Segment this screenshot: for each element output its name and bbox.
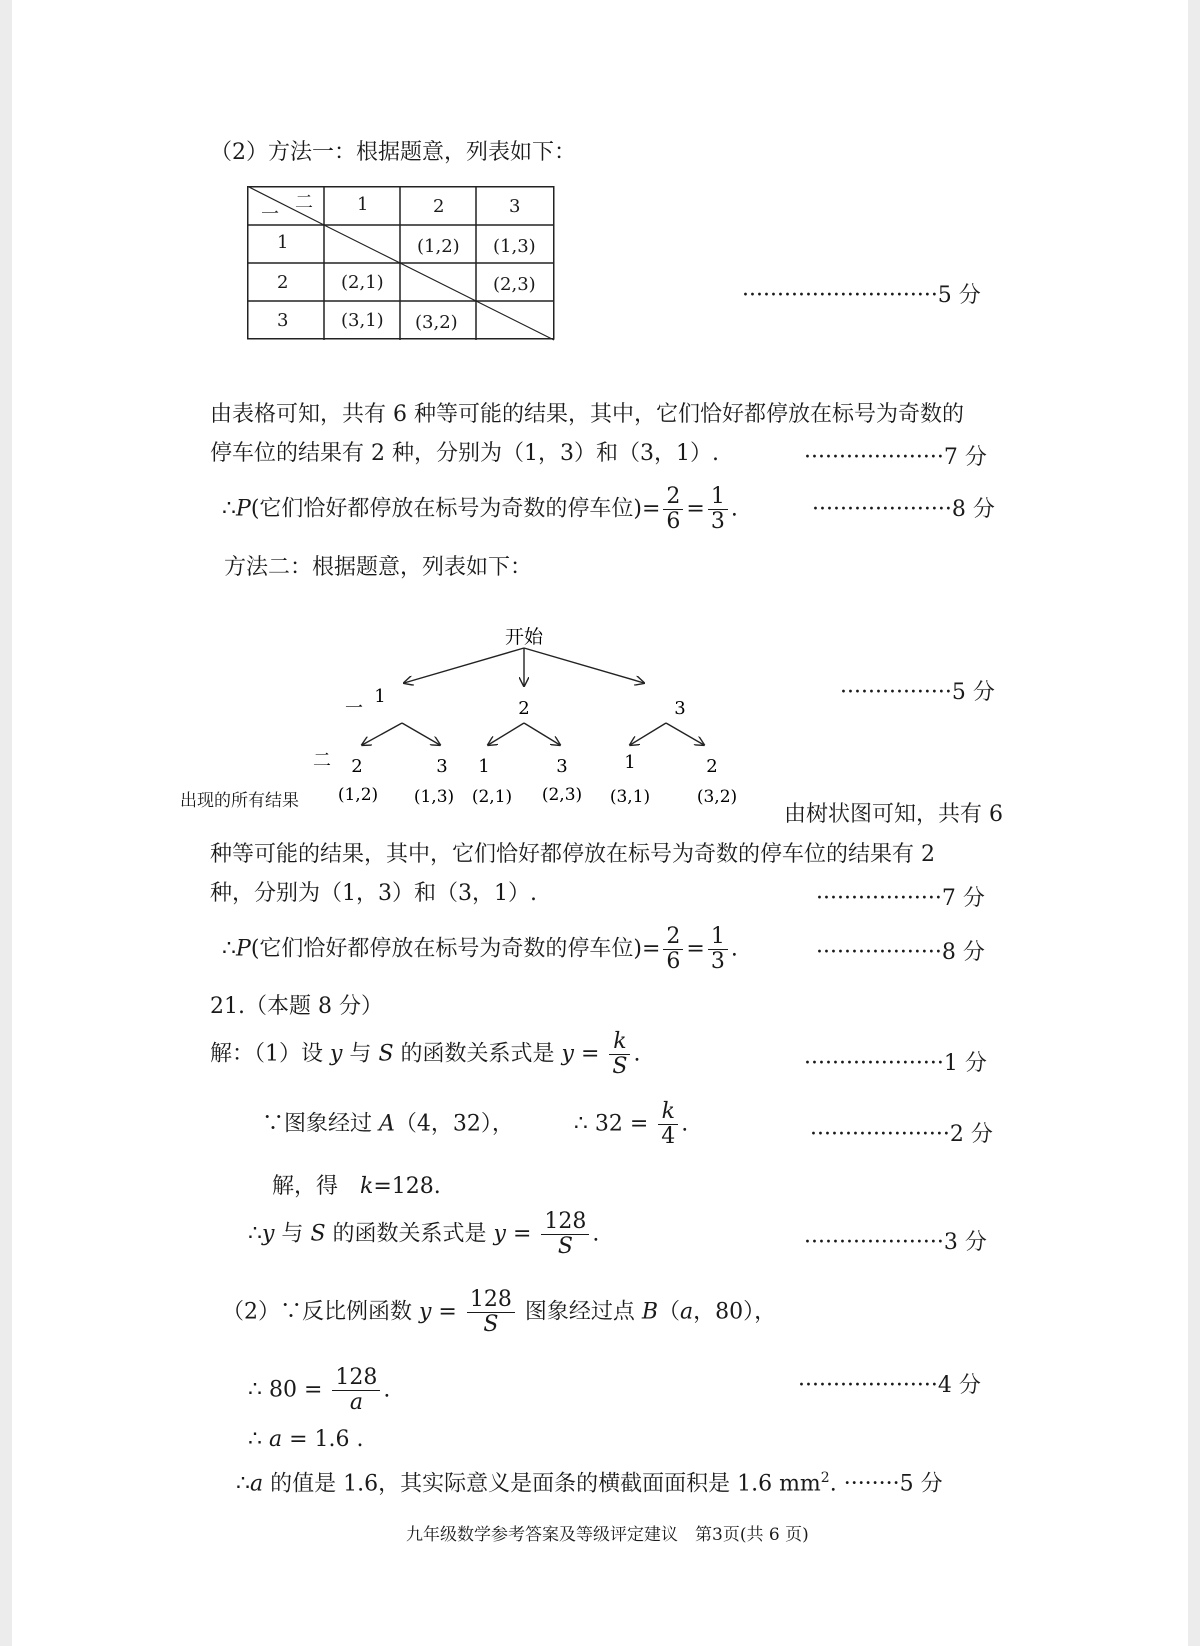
method2-heading: 方法二：根据题意，列表如下： (224, 555, 533, 580)
col-header: 1 (357, 194, 369, 215)
frac-den: 4 (661, 1124, 676, 1149)
tree-result: (1,3) (413, 787, 455, 807)
text-run: =128. (373, 1174, 441, 1199)
therefore-symbol: ∴ (248, 1221, 262, 1247)
frac-den: a (349, 1390, 363, 1415)
score-7: ··················7 分 (816, 886, 985, 911)
therefore-symbol: ∴ (248, 1427, 269, 1452)
tree-result: (2,3) (541, 785, 583, 805)
point-A: A (379, 1111, 395, 1137)
probability-line-2 (222, 925, 738, 974)
part2-heading: （2）方法一：根据题意，列表如下： (210, 140, 576, 165)
tree-result: (3,1) (609, 787, 651, 807)
score-3: ····················3 分 (804, 1230, 987, 1255)
table-cell: (1,3) (493, 236, 536, 257)
equals: = (505, 1221, 539, 1247)
prob-event: (它们恰好都停放在标号为奇数的停车位)= (250, 496, 661, 522)
tree-branch (524, 648, 644, 683)
var-k: k (360, 1174, 374, 1199)
superscript: 2 (820, 1470, 830, 1486)
point-B: B (641, 1299, 659, 1325)
tree-branch (404, 648, 524, 683)
var-S: S (378, 1041, 394, 1067)
method1-text: 停车位的结果有 2 种，分别为（1，3）和（3，1）. (210, 441, 719, 466)
frac-den: 6 (666, 509, 681, 534)
text-run: 图象经过点 (517, 1299, 642, 1325)
period: . (383, 1377, 391, 1403)
text-run: ∴ 32 = (573, 1111, 656, 1137)
var-y: y (561, 1041, 574, 1067)
score-5: ····························5 分 (742, 283, 981, 308)
equals: = (686, 496, 705, 522)
tree-level2-node: 2 (706, 756, 718, 777)
var-a: a (250, 1471, 264, 1497)
page-footer: 九年级数学参考答案及等级评定建议 第3页(共 6 页) (406, 1525, 809, 1545)
tree-result: (3,2) (696, 787, 738, 807)
tree-results-label: 出现的所有结果 (180, 791, 299, 811)
frac-den: 3 (710, 509, 725, 534)
frac-num: 2 (663, 485, 683, 510)
frac-num: 128 (467, 1288, 515, 1313)
tree-result: (1,2) (337, 785, 379, 805)
tree-branch (362, 723, 402, 745)
fraction (609, 1030, 630, 1079)
tree-branch (630, 723, 666, 745)
q21-line-6 (248, 1366, 390, 1415)
table-cell: (2,3) (493, 274, 536, 295)
equals: = (431, 1299, 464, 1325)
tree-level1-node: 2 (518, 698, 530, 719)
frac-den: S (612, 1054, 628, 1079)
tree-level1-node: 1 (374, 686, 386, 707)
score-5: ················5 分 (840, 680, 995, 705)
table-cell: (3,1) (341, 310, 384, 331)
tree-branch (524, 723, 560, 745)
period: . (730, 496, 738, 522)
text-run: 与 (274, 1221, 311, 1247)
fraction (467, 1288, 515, 1337)
row-header: 3 (277, 310, 289, 331)
row-header: 1 (277, 232, 289, 253)
text-run: （4，32）， (394, 1111, 514, 1137)
probability-line-1 (222, 485, 738, 534)
col-header: 2 (433, 196, 445, 217)
period: . (730, 936, 738, 962)
frac-num: 1 (708, 485, 728, 510)
frac-num: k (609, 1030, 630, 1055)
q21-line-7 (248, 1425, 364, 1455)
tree-level2-node: 2 (351, 756, 363, 777)
therefore-symbol: ∴ (222, 936, 236, 962)
fraction (332, 1366, 380, 1415)
var-a: a (680, 1299, 694, 1325)
therefore-symbol: ∴ (236, 1471, 250, 1497)
text-run: = 1.6 . (282, 1427, 364, 1452)
tree-level2-node: 3 (556, 756, 568, 777)
equals: = (686, 936, 705, 962)
fraction (663, 485, 683, 534)
var-y: y (419, 1299, 432, 1325)
text-run: （ (658, 1299, 681, 1325)
tree-level2-node: 1 (478, 756, 490, 777)
fraction (541, 1210, 589, 1259)
question-21-heading: 21.（本题 8 分） (210, 994, 383, 1019)
corner-left-label: 一 (261, 204, 279, 225)
var-y: y (330, 1041, 343, 1067)
q21-line-3 (272, 1172, 441, 1202)
text-run: 的函数关系式是 (325, 1221, 494, 1247)
q21-line-4 (248, 1210, 599, 1259)
q21-line-2 (262, 1100, 688, 1149)
tree-branch (488, 723, 524, 745)
method1-text: 由表格可知，共有 6 种等可能的结果，其中，它们恰好都停放在标号为奇数的 (210, 402, 964, 427)
frac-num: 1 (708, 925, 728, 950)
frac-den: S (557, 1234, 573, 1259)
equals: = (573, 1041, 607, 1067)
table-cell: (1,2) (417, 236, 460, 257)
frac-num: 128 (541, 1210, 589, 1235)
prob-event: (它们恰好都停放在标号为奇数的停车位)= (250, 936, 661, 962)
text-run: 解：（1）设 (210, 1041, 330, 1067)
table-cell: (3,2) (415, 312, 458, 333)
frac-num: 2 (663, 925, 683, 950)
score-8: ····················8 分 (812, 497, 995, 522)
method2-text: 种等可能的结果，其中，它们恰好都停放在标号为奇数的停车位的结果有 2 (210, 842, 935, 867)
q21-line-8 (236, 1463, 943, 1499)
tree-branch (666, 723, 704, 745)
score-1: ····················1 分 (804, 1051, 987, 1076)
fraction (708, 925, 728, 974)
frac-den: 6 (666, 949, 681, 974)
period: . (681, 1111, 689, 1137)
text-run: 的值是 1.6，其实际意义是面条的横截面面积是 1.6 mm (263, 1471, 821, 1497)
fraction (663, 925, 683, 974)
var-S: S (310, 1221, 326, 1247)
var-a: a (269, 1427, 283, 1452)
tree-level1-label: 一 (345, 698, 363, 719)
score-4: ····················4 分 (798, 1373, 981, 1398)
score-5: . ········5 分 (829, 1471, 943, 1497)
text-run: ，80）， (693, 1299, 777, 1325)
score-8: ··················8 分 (816, 940, 985, 965)
var-y: y (493, 1221, 506, 1247)
q21-line-1 (210, 1030, 640, 1079)
method2-text: 种，分别为（1，3）和（3，1）. (210, 881, 537, 906)
tree-level2-node: 1 (624, 752, 636, 773)
period: . (592, 1221, 600, 1247)
frac-den: S (483, 1312, 499, 1337)
text-run: （2）∵反比例函数 (222, 1299, 419, 1325)
frac-den: 3 (710, 949, 725, 974)
fraction (708, 485, 728, 534)
text-run: 解，得 (272, 1174, 361, 1199)
text-run: 的函数关系式是 (393, 1041, 562, 1067)
fraction (658, 1100, 678, 1149)
period: . (633, 1041, 641, 1067)
row-header: 2 (277, 272, 289, 293)
text-run: 与 (342, 1041, 379, 1067)
var-y: y (262, 1221, 275, 1247)
corner-top-label: 二 (295, 192, 313, 213)
col-header: 3 (509, 196, 521, 217)
score-2: ····················2 分 (810, 1122, 993, 1147)
tree-level1-node: 3 (674, 698, 686, 719)
score-7: ····················7 分 (804, 445, 987, 470)
prob-P: P (236, 496, 251, 522)
table-cell: (2,1) (341, 272, 384, 293)
method2-text: 由树状图可知，共有 6 (784, 802, 1003, 827)
answer-page (12, 0, 1188, 1646)
text-run: ∵图象经过 (262, 1111, 379, 1137)
tree-level2-label: 二 (313, 750, 331, 771)
text-run: ∴ 80 = (248, 1377, 330, 1403)
frac-num: 128 (332, 1366, 380, 1391)
tree-root: 开始 (504, 626, 544, 648)
tree-result: (2,1) (471, 787, 513, 807)
q21-line-5 (222, 1288, 776, 1337)
prob-P: P (236, 936, 251, 962)
frac-num: k (658, 1100, 678, 1125)
tree-level2-node: 3 (436, 756, 448, 777)
tree-branch (402, 723, 440, 745)
therefore-symbol: ∴ (222, 496, 236, 522)
